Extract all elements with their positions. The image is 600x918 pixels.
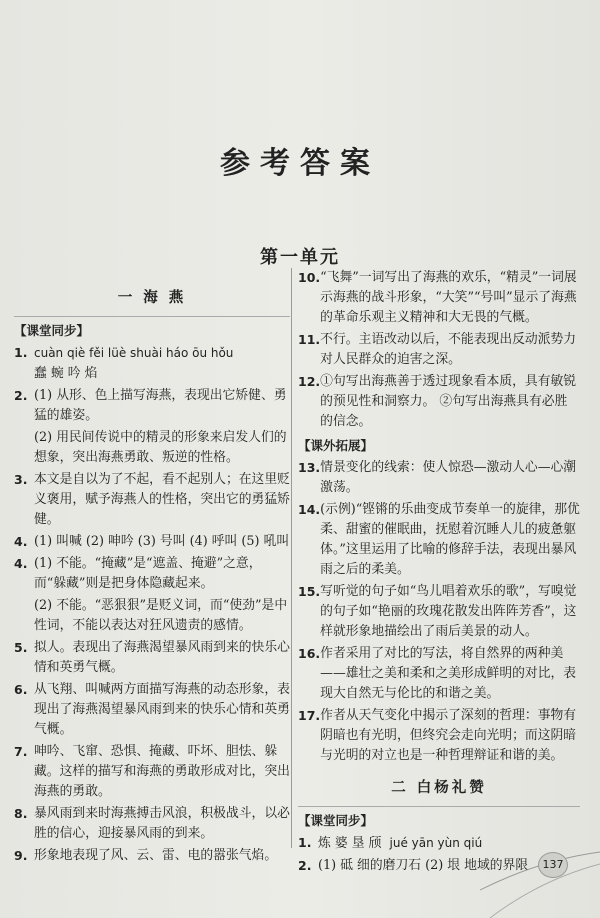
item-number: 12. bbox=[298, 374, 321, 389]
answer-item bbox=[14, 742, 290, 802]
item-number: 15. bbox=[298, 584, 321, 599]
answer-text: (示例)“铿锵的乐曲变成节奏单一的旋律，那优柔、甜蜜的催眠曲，抚慰着沉睡人儿的疲惫躯体。”这里运用了比喻的修辞手法，表现出暴风雨之后的柔美。 bbox=[320, 502, 580, 577]
pinyin-text: jué yān yùn qiú bbox=[389, 836, 483, 850]
item-number: 2. bbox=[14, 388, 28, 403]
item-number: 9. bbox=[14, 848, 28, 863]
item-number: 3. bbox=[14, 472, 28, 487]
answer-item bbox=[14, 343, 290, 384]
answer-text: 不行。主语改动以后，不能表现出反动派势力对人民群众的迫害之深。 bbox=[320, 332, 577, 367]
item-number: 2. bbox=[298, 858, 312, 873]
answer-subtext: (2) 用民间传说中的精灵的形象来启发人们的想象，突出海燕勇敢、叛逆的性格。 bbox=[34, 430, 287, 465]
lesson-title: 一 海 燕 bbox=[117, 290, 187, 306]
section-heading: 【课堂同步】 bbox=[298, 813, 374, 828]
section-heading: 【课外拓展】 bbox=[298, 438, 374, 453]
answer-item bbox=[298, 458, 580, 498]
answer-item bbox=[14, 554, 290, 594]
column-divider bbox=[291, 268, 292, 848]
item-number: 4. bbox=[14, 556, 28, 571]
answer-item bbox=[298, 500, 580, 580]
item-number: 16. bbox=[298, 646, 321, 661]
answer-text: 作者采用了对比的写法，将自然界的两种美——雄壮之美和柔和之美形成鲜明的对比，表现大自然无与伦比的和谐之美。 bbox=[320, 646, 577, 701]
answer-item bbox=[14, 846, 290, 866]
answer-item bbox=[298, 644, 580, 704]
answer-text: 拟人。表现出了海燕渴望暴风雨到来的快乐心情和英勇气概。 bbox=[34, 640, 290, 675]
divider-line bbox=[14, 316, 290, 317]
answer-item bbox=[14, 532, 290, 552]
item-number: 1. bbox=[298, 835, 312, 850]
answer-item bbox=[14, 638, 290, 678]
page-title: 参考答案 bbox=[220, 146, 380, 181]
answer-subtext: (2) 不能。“恶狠狠”是贬义词，而“使劲”是中性词，不能以表达对狂风遗责的感情。 bbox=[34, 598, 288, 633]
item-number: 4. bbox=[14, 534, 28, 549]
item-number: 8. bbox=[14, 806, 28, 821]
item-number: 1. bbox=[14, 345, 28, 360]
item-number: 17. bbox=[298, 708, 321, 723]
chars-text: 蠢 蜿 吟 焰 bbox=[34, 366, 98, 381]
section-heading: 【课堂同步】 bbox=[14, 323, 90, 338]
answer-text: (1) 不能。“掩藏”是“遮盖、掩避”之意，而“躲藏”则是把身体隐藏起来。 bbox=[34, 556, 262, 591]
answer-text: (1) 砥 细的磨刀石 (2) 垠 地域的界限 bbox=[318, 858, 529, 873]
answer-item bbox=[298, 268, 580, 328]
left-column bbox=[14, 276, 290, 868]
answer-text: 形象地表现了风、云、雷、电的嚣张气焰。 bbox=[34, 848, 278, 863]
answer-text: 本文是自以为了不起，看不起别人；在这里贬义褒用，赋予海燕人的性格，突出它的勇猛矫健。 bbox=[34, 472, 290, 527]
chars-text: 炼 婆 垦 颀 bbox=[318, 836, 382, 851]
item-number: 10. bbox=[298, 270, 321, 285]
unit-title: 第一单元 bbox=[260, 247, 340, 268]
answer-item bbox=[298, 706, 580, 766]
answer-text: 写听觉的句子如“鸟儿唱着欢乐的歌”，写嗅觉的句子如“艳丽的玫瑰花散发出阵阵芳香”，这样就形象地描绘出了雨后美景的动人。 bbox=[320, 584, 577, 639]
item-number: 7. bbox=[14, 744, 28, 759]
page-number: 137 bbox=[538, 852, 568, 878]
answer-item bbox=[14, 470, 290, 530]
item-number: 14. bbox=[298, 502, 321, 517]
answer-item bbox=[298, 330, 580, 370]
answer-item bbox=[14, 804, 290, 844]
lesson-title: 二 白杨礼赞 bbox=[391, 780, 487, 796]
answer-item bbox=[298, 372, 580, 432]
answer-text: (1) 叫喊 (2) 呻吟 (3) 号叫 (4) 呼叫 (5) 吼叫 bbox=[34, 534, 290, 549]
answer-text: (1) 从形、色上描写海燕，表现出它矫健、勇猛的雄姿。 bbox=[34, 388, 287, 423]
answer-text: 暴风雨到来时海燕搏击风浪，积极战斗，以必胜的信心，迎接暴风雨的到来。 bbox=[34, 806, 290, 841]
answer-item bbox=[14, 680, 290, 740]
answer-text: “飞舞”一词写出了海燕的欢乐，“精灵”一词展示海燕的战斗形象，“大笑”“号叫”显示了海燕的革命乐观主义精神和大无畏的气概。 bbox=[320, 270, 577, 325]
answer-item bbox=[298, 582, 580, 642]
item-number: 13. bbox=[298, 460, 321, 475]
item-number: 5. bbox=[14, 640, 28, 655]
answer-text: 情景变化的线索：使人惊恐—激动人心—心潮激荡。 bbox=[320, 460, 577, 495]
divider-line bbox=[298, 806, 580, 807]
answer-text: 从飞翔、叫喊两方面描写海燕的动态形象，表现出了海燕渴望暴风雨到来的快乐心情和英勇气概。 bbox=[34, 682, 290, 737]
pinyin-text: cuàn qiè fěi lüè shuài háo ōu hǒu bbox=[34, 346, 234, 360]
answer-item bbox=[14, 386, 290, 426]
answer-text: 呻吟、飞窜、恐惧、掩藏、吓坏、胆怯、躲藏。这样的描写和海燕的勇敢形成对比，突出海燕的勇敢。 bbox=[34, 744, 290, 799]
answer-text: ①句写出海燕善于透过现象看本质，具有敏锐的预见性和洞察力。 ②句写出海燕具有必胜的信念。 bbox=[320, 374, 577, 429]
answer-text: 作者从天气变化中揭示了深刻的哲理：事物有阴暗也有光明，但终究会走向光明；而这阴暗与光明的对立也是一种哲理辩证和谐的美。 bbox=[320, 708, 577, 763]
item-number: 6. bbox=[14, 682, 28, 697]
right-column bbox=[298, 268, 580, 878]
item-number: 11. bbox=[298, 332, 321, 347]
